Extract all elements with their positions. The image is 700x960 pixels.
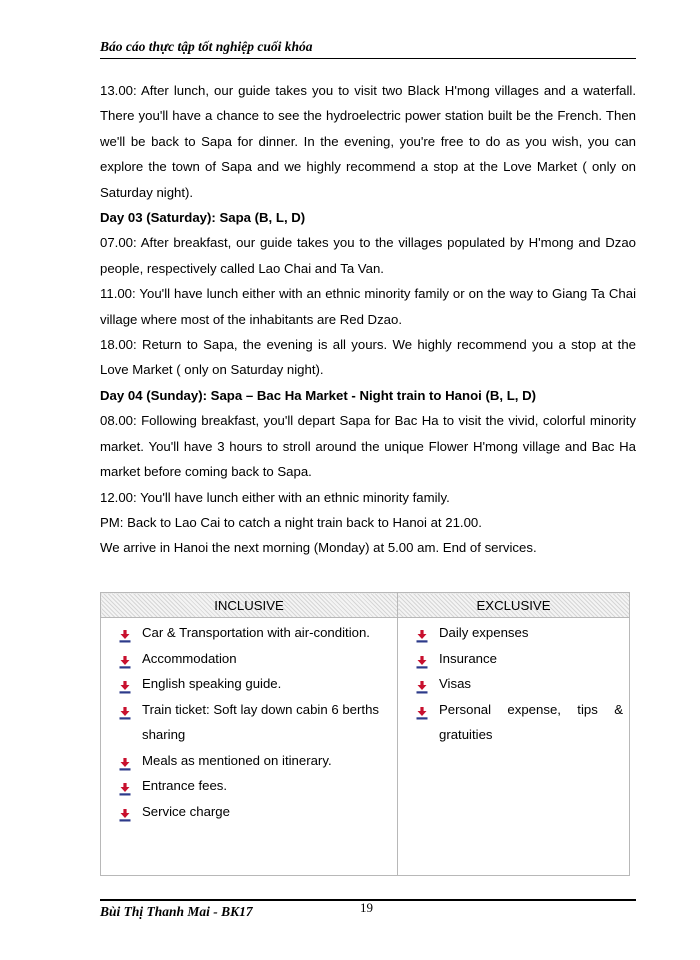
down-arrow-bullet-icon — [416, 677, 428, 690]
page-number: 19 — [360, 900, 373, 915]
inclusive-item — [119, 799, 391, 825]
exclusive-item-text: Visas — [439, 676, 472, 691]
down-arrow-bullet-icon — [416, 652, 428, 665]
inclusive-list — [101, 618, 397, 824]
down-arrow-bullet-icon — [416, 626, 428, 639]
down-arrow-bullet-icon — [119, 703, 131, 716]
inclusive-item-text: Train ticket: Soft lay down cabin 6 berths sharing — [142, 701, 380, 742]
heading-day-03: Day 03 (Saturday): Sapa (B, L, D) — [100, 210, 306, 226]
inclusive-header: INCLUSIVE — [101, 593, 398, 618]
heading-day-04: Day 04 (Sunday): Sapa – Bac Ha Market - Night train to Hanoi (B, L, D) — [100, 387, 536, 403]
paragraph-day03-morning: 07.00: After breakfast, our guide takes you to the villages populated by H'mong and Dzao people, respectively called Lao Chai and Ta Van. — [100, 235, 636, 276]
exclusive-item — [416, 620, 623, 646]
inclusive-item-text: Entrance fees. — [142, 778, 228, 793]
paragraph-day03-evening: 18.00: Return to Sapa, the evening is all yours. We highly recommend you a stop at the Love Market ( only on Saturday night). — [100, 337, 636, 378]
down-arrow-bullet-icon — [416, 703, 428, 716]
down-arrow-bullet-icon — [119, 626, 131, 639]
paragraph-day04-pm: PM: Back to Lao Cai to catch a night train back to Hanoi at 21.00. — [100, 514, 482, 530]
inclusive-item-text: Accommodation — [142, 650, 237, 666]
down-arrow-bullet-icon — [119, 805, 131, 818]
inclusive-item-text: Meals as mentioned on itinerary. — [142, 752, 332, 768]
paragraph-arrival: We arrive in Hanoi the next morning (Monday) at 5.00 am. End of services. — [100, 540, 537, 556]
header-rule — [100, 58, 636, 59]
inclusive-item-text: English speaking guide. — [142, 676, 282, 691]
running-header: Báo cáo thực tập tốt nghiệp cuối khóa — [100, 39, 313, 54]
exclusive-header: EXCLUSIVE — [398, 593, 630, 618]
paragraph-day04-morning: 08.00: Following breakfast, you'll depart Sapa for Bac Ha to visit the vivid, colorful minority market. You'll have 3 hours to stroll around the unique Flower H'mong village and Bac Ha market before coming back to Sapa. — [100, 413, 636, 480]
exclusive-item-text: Personal expense, tips & gratuities — [439, 701, 623, 742]
exclusive-list — [398, 618, 629, 748]
down-arrow-bullet-icon — [119, 652, 131, 665]
inclusive-item-text: Car & Transportation with air-condition. — [142, 625, 370, 640]
exclusive-item — [416, 671, 623, 697]
inclusive-item — [119, 748, 391, 774]
down-arrow-bullet-icon — [119, 779, 131, 792]
exclusive-item — [416, 697, 623, 748]
inclusive-item — [119, 646, 391, 672]
inclusive-item — [119, 620, 391, 646]
down-arrow-bullet-icon — [119, 754, 131, 767]
inclusive-item — [119, 773, 391, 799]
paragraph-day04-lunch: 12.00: You'll have lunch either with an ethnic minority family. — [100, 489, 450, 505]
itinerary-content — [100, 78, 636, 561]
inclusive-item-text: Service charge — [142, 803, 230, 819]
down-arrow-bullet-icon — [119, 677, 131, 690]
inclusive-cell — [101, 618, 398, 876]
exclusive-item — [416, 646, 623, 672]
footer-author: Bùi Thị Thanh Mai - BK17 — [100, 904, 253, 919]
exclusive-item-text: Insurance — [439, 650, 497, 666]
inclusive-item — [119, 697, 391, 748]
inclusions-table — [100, 592, 630, 876]
paragraph-day02-afternoon: 13.00: After lunch, our guide takes you to visit two Black H'mong villages and a waterfall. There you'll have a chance to see the hydroelectric power station built be the French. Then we'll be back to Sapa for dinner. In the evening, you're free to do as you wish, you can explore the town of Sapa and we highly recommend a stop at the Love Market ( only on Saturday night). — [100, 83, 636, 200]
paragraph-day03-lunch: 11.00: You'll have lunch either with an ethnic minority family or on the way to Giang Ta Chai village where most of the inhabitants are Red Dzao. — [100, 286, 636, 327]
exclusive-cell — [398, 618, 630, 876]
inclusive-item — [119, 671, 391, 697]
exclusive-item-text: Daily expenses — [439, 625, 529, 640]
